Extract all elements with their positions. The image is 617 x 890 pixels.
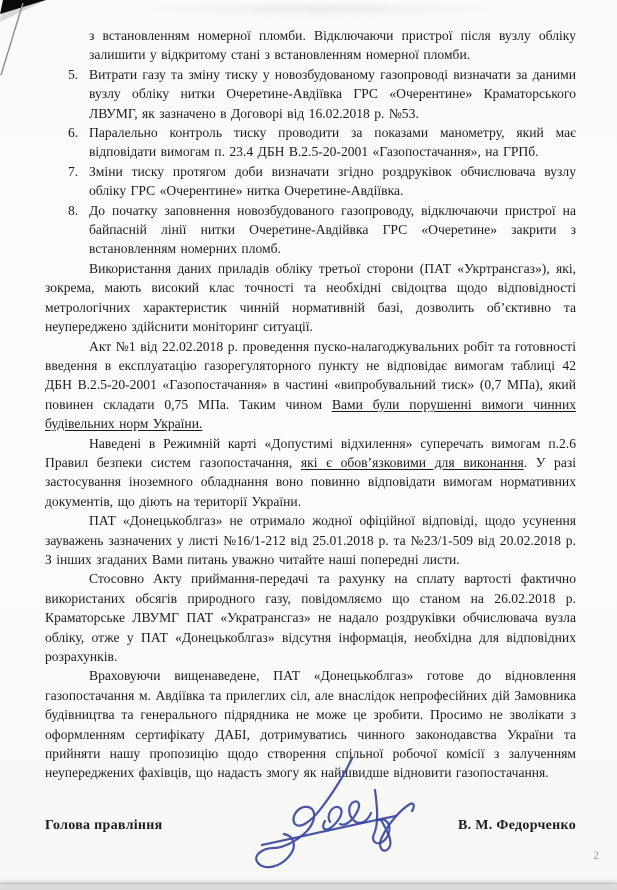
list-item-number: 8. [68, 202, 79, 218]
page-number: 2 [593, 850, 599, 862]
list-item-text: Зміни тиску протягом доби визначати згідно роздруківок обчислювача вузлу обліку ГРС «Очерентине» нитка Очеретине-Авдіївка. [89, 163, 576, 199]
paragraph: Враховуючи вищенаведене, ПАТ «Донецькоблгаз» готове до відновлення газопостачання м. Авдіївка та прилеглих сіл, але внаслідок непрофесійних дій Замовника будівництва та генерального підрядника не може це зробити. Просимо не зволікати з оформленням сертифікату ДАБІ, дотримуватись чинного законодавства України та прийняти нашу пропозицію щодо створення спільної робочої комісії з залученням неупереджених фахівців, що надасть змогу як найшвидше відновити газопостачання. [45, 668, 576, 781]
list-item [45, 65, 576, 123]
signatory-title: Голова правління [45, 818, 163, 833]
list-item-text: Витрати газу та зміну тиску у новозбудованому газопроводі визначати за даними вузлу обліку нитки Очеретине-Авдіївка ГРС «Очерентине» Краматорського ЛВУМГ, як зазначено в Договорі від 16.02.2018 р. №53. [89, 66, 576, 121]
list-item-number: 5. [68, 66, 79, 82]
scan-smudge [140, 2, 500, 16]
paragraph: Акт №1 від 22.02.2018 р. проведення пуско-налагоджувальних робіт та готовності введення в експлуатацію газорегуляторного пункту не відповідає вимогам таблиці 42 ДБН В.2.5-20-2001 «Газопостачання» в частині «випробувальний тиск» (0,7 МПа), який повинен складати 0,75 МПа. Таким чином Вами були порушенні вимоги чинних будівельних норм України. [45, 338, 577, 432]
paragraph: Стосовно Акту приймання-передачі та рахунку на сплату вартості фактично використаних обсягів природного газу, повідомляємо що станом на 26.02.2018 р. Краматорське ЛВУМГ ПАТ «Укратрансгаз» не надало роздруківки обчислювача вузла обліку, отже у ПАТ «Донецькоблгаз» відсутня інформація, необхідна для відповідних розрахунків. [45, 571, 576, 664]
list-item [45, 201, 576, 259]
list-item [45, 162, 576, 201]
handwritten-signature-icon [233, 748, 448, 883]
signatory-name: В. М. Федорченко [458, 818, 576, 833]
list-item-text: До початку заповнення новозбудованого газопроводу, відключаючи пристрої на байпасній лінії нитки Очеретине-Авдійвка ГРС «Очеретине» закрити з встановленням номерних пломб. [89, 202, 576, 257]
list-item-text: Паралельно контроль тиску проводити за показами манометру, який має відповідати вимогам п. 23.4 ДБН В.2.5-20-2001 «Газопостачання», на ГРПб. [89, 125, 576, 160]
list-item [45, 123, 576, 162]
item4-continuation-text: з встановленням номерної пломби. Відключаючи пристрої після вузлу обліку залишити у відкритому стані з встановленням номерної пломби. [89, 28, 576, 63]
paragraph: Наведені в Режимній карті «Допустимі відхилення» суперечать вимогам п.2.6 Правил безпеки систем газопостачання, які є обов’язковими для виконання. У разі застосування іноземного обладнання воно повинно відповідати вимогам нормативних документів, що діють на території України. [45, 435, 577, 509]
paragraph: ПАТ «Донецькоблгаз» не отримало жодної офіційної відповіді, щодо усунення зауважень зазначених у листі №16/1-212 від 25.01.2018 р. та №23/1-509 від 20.02.2018 р. З інших згаданих Вами питань уважно читайте наші попередні листи. [45, 513, 576, 567]
paragraph: Використання даних приладів обліку третьої сторони (ПАТ «Укртрансгаз»), які, зокрема, мають високий клас точності та необхідні свідоцтва щодо відповідності метрологічних характеристик чинній нормативній базі, дозволить об’єктивно та неупереджено здійснити моніторинг ситуації. [45, 260, 576, 335]
scan-bottom-edge [0, 883, 617, 890]
list-item-number: 6. [68, 125, 79, 141]
letter-body [45, 26, 576, 783]
list-item-number: 7. [68, 163, 79, 179]
